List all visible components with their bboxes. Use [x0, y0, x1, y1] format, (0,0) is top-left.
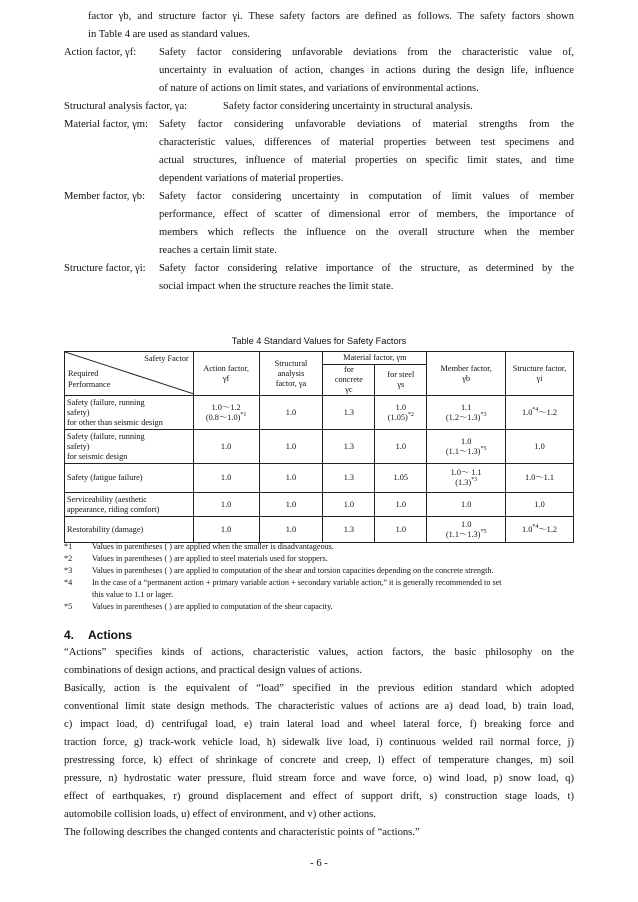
definition-text: Safety factor considering uncertainty in structural analysis. [223, 101, 473, 112]
footnote-continuation: this value to 1.1 or lager. [92, 590, 174, 599]
paragraph-line: pressure, n) hydrostatic water pressure, fluid stream force and wave force, o) wind load, p) snow load, q) [64, 773, 574, 784]
cell-analysis: 1.0 [259, 396, 323, 430]
definition-term: Structural analysis factor, γa: [64, 101, 188, 112]
paragraph-line: “Actions” specifies kinds of actions, characteristic values, action factors, the basic philosophy on the [64, 647, 574, 658]
definition-text: dependent variations of material properties. [159, 173, 344, 184]
paragraph-line: combinations of design actions, and practical design values of actions. [64, 665, 363, 676]
row-label: Serviceability (aesthetic appearance, riding comfort) [65, 493, 194, 517]
definition-text: Safety factor considering relative importance of the structure, as determined by the [159, 263, 574, 274]
cell-analysis: 1.0 [259, 493, 323, 517]
header-action-factor: Action factor, γf [193, 352, 259, 396]
definition-term: Member factor, γb: [64, 191, 146, 202]
cell-analysis: 1.0 [259, 464, 323, 493]
definition-text: characteristic values, differences of material properties between test specimens and [159, 137, 574, 148]
corner-bottom-label: Required [68, 369, 99, 378]
footnote: *2 Values in parentheses ( ) are applied to steel materials used for stoppers. [64, 554, 328, 563]
cell-concrete: 1.3 [323, 396, 375, 430]
paragraph-line: conventional limit state design methods. The characteristic values of actions are a) dead load, b) train load, [64, 701, 574, 712]
paragraph-line: Basically, action is the equivalent of “load” specified in the previous edition standard which adopted [64, 683, 574, 694]
footnote: *4 In the case of a “permanent action + primary variable action + secondary variable action,” it is generally recommended to set [64, 578, 502, 587]
table-row [65, 464, 574, 493]
header-structure-factor: Structure factor, γi [506, 352, 574, 396]
footnote: *1 Values in parentheses ( ) are applied when the smaller is disadvantageous. [64, 542, 334, 551]
header-for-steel: for steel γs [375, 365, 427, 396]
definition-term: Material factor, γm: [64, 119, 148, 130]
definition-text: uncertainty in evaluation of action, changes in actions during the design life, influence [159, 65, 574, 76]
cell-concrete: 1.0 [323, 493, 375, 517]
definition-text: actual structures, influence of material properties on specific limit states, and time [159, 155, 574, 166]
header-structural-analysis: Structural analysis factor, γa [259, 352, 323, 396]
table-row [65, 493, 574, 517]
definition-text: Safety factor considering uncertainty in computation of limit values of member [159, 191, 574, 202]
paragraph-line: The following describes the changed contents and characteristic points of “actions.” [64, 827, 420, 838]
row-label: Restorability (damage) [65, 517, 194, 543]
cell-analysis: 1.0 [259, 517, 323, 543]
cell-concrete: 1.3 [323, 430, 375, 464]
cell-member: 1.0 (1.1～1.3)$^{*5}$ [427, 430, 506, 464]
footnote: *5 Values in parentheses ( ) are applied to computation of the shear capacity. [64, 602, 333, 611]
paragraph-line: traction force, g) track-work vehicle load, h) sidewalk live load, i) continuous welded rail normal force, j) [64, 737, 574, 748]
cell-member: 1.0～ 1.1 $(1.3)^{*3}$ [427, 464, 506, 493]
table-row [65, 430, 574, 464]
intro-line: in Table 4 are used as standard values. [88, 29, 251, 40]
cell-action: 1.0 [193, 493, 259, 517]
definition-text: Safety factor considering unfavorable deviations of material strengths from the [159, 119, 574, 130]
row-label: Safety (failure, running safety) for seismic design [65, 430, 194, 464]
cell-concrete: 1.3 [323, 464, 375, 493]
cell-action: 1.0 [193, 464, 259, 493]
safety-factor-table [64, 351, 574, 543]
cell-steel: 1.0 [375, 430, 427, 464]
table-caption: Table 4 Standard Values for Safety Factors [231, 336, 407, 346]
cell-member: 1.0 (1.1～1.3)$^{*5}$ [427, 517, 506, 543]
definition-text: of nature of actions on limit states, and variations of environmental actions. [159, 83, 479, 94]
paragraph-line: prestressing force, k) effect of shrinkage of concrete and creep, l) effect of temperature changes, m) soil [64, 755, 574, 766]
cell-steel: 1.0 $(1.05)^{*2}$ [375, 396, 427, 430]
row-label: Safety (failure, running safety) for other than seismic design [65, 396, 194, 430]
cell-structure: 1.0 [506, 493, 574, 517]
cell-concrete: 1.3 [323, 517, 375, 543]
header-for-concrete: for concrete γc [323, 365, 375, 396]
paragraph-line: automobile collision loads, u) effect of environment, and v) other actions. [64, 809, 376, 820]
cell-steel: 1.0 [375, 493, 427, 517]
cell-structure: 1.0$^{*4}$～1.2 [506, 517, 574, 543]
definition-text: members which reflects the influence on the overall structure when the member [159, 227, 574, 238]
cell-structure: 1.0～1.1 [506, 464, 574, 493]
definition-term: Structure factor, γi: [64, 263, 146, 274]
paragraph-line: c) impact load, d) centrifugal load, e) train lateral load and wheel lateral force, f) breaking force and [64, 719, 574, 730]
definition-text: Safety factor considering unfavorable deviations from the characteristic value of, [159, 47, 574, 58]
definition-text: reaches a certain limit state. [159, 245, 277, 256]
table-corner-cell [65, 352, 194, 396]
paragraph-line: effect of earthquakes, r) ground displacement and effect of support drift, s) construction stage loads, t) [64, 791, 574, 802]
cell-analysis: 1.0 [259, 430, 323, 464]
cell-structure: 1.0 [506, 430, 574, 464]
row-label: Safety (fatigue failure) [65, 464, 194, 493]
footnote: *3 Values in parentheses ( ) are applied to computation of the shear and torsion capacities depending on the concrete strength. [64, 566, 494, 575]
header-member-factor: Member factor, γb [427, 352, 506, 396]
table-row [65, 517, 574, 543]
cell-steel: 1.05 [375, 464, 427, 493]
corner-top-label: Safety Factor [144, 354, 189, 363]
header-material-factor: Material factor, γm [323, 352, 427, 365]
definition-text: performance, effect of scatter of dimensional error of members, the importance of [159, 209, 574, 220]
table-row [65, 396, 574, 430]
page-number: - 6 - [310, 858, 328, 869]
cell-action: 1.0 [193, 517, 259, 543]
cell-action: 1.0～1.2 (0.8～1.0)$^{*1}$ [193, 396, 259, 430]
cell-member: 1.1 (1.2～1.3)$^{*3}$ [427, 396, 506, 430]
definition-text: social impact when the structure reaches the limit state. [159, 281, 394, 292]
section-heading: 4. Actions [64, 628, 133, 642]
corner-bottom-label: Performance [68, 380, 111, 389]
intro-line: factor γb, and structure factor γi. These safety factors are defined as follows. The safety factors shown [88, 11, 574, 22]
cell-steel: 1.0 [375, 517, 427, 543]
cell-action: 1.0 [193, 430, 259, 464]
cell-structure: 1.0$^{*4}$～1.2 [506, 396, 574, 430]
definition-term: Action factor, γf: [64, 47, 137, 58]
cell-member: 1.0 [427, 493, 506, 517]
